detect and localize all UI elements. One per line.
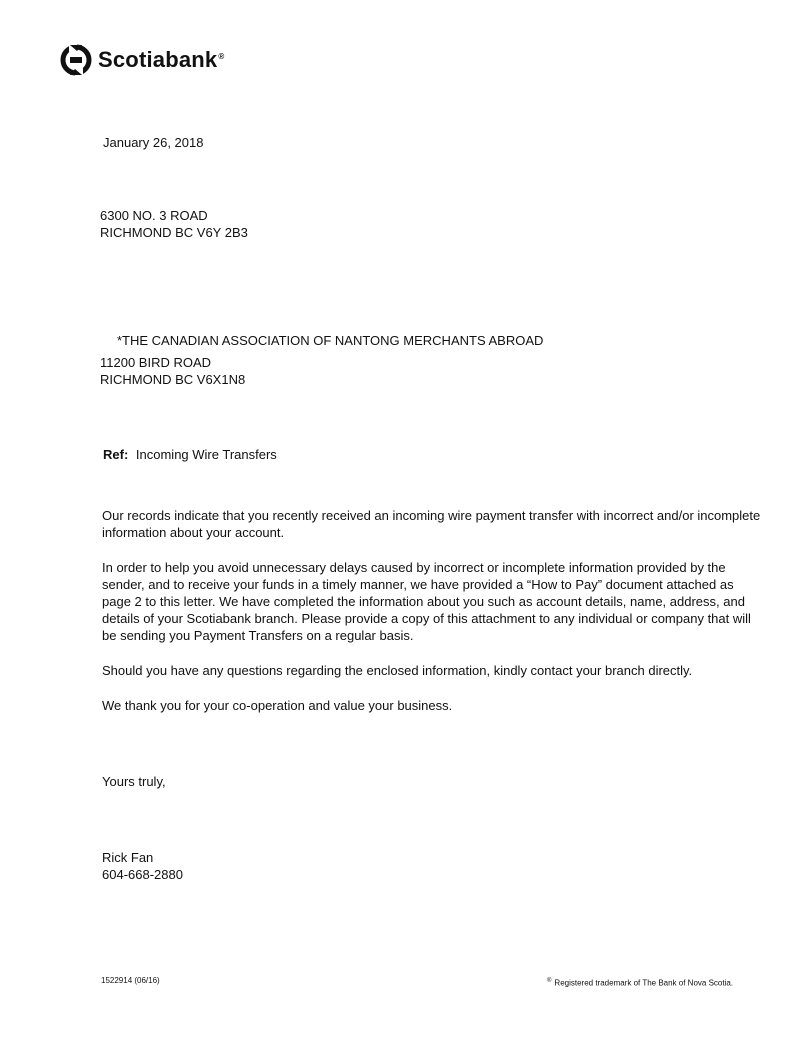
- sender-address: [100, 207, 248, 241]
- letterhead-logo: [60, 42, 224, 78]
- reference-text: Incoming Wire Transfers: [135, 447, 277, 462]
- recipient-block: [100, 332, 543, 388]
- body-paragraph: Should you have any questions regarding the enclosed information, kindly contact your branch directly.: [102, 663, 693, 678]
- body-paragraph: In order to help you avoid unnecessary delays caused by incorrect or incomplete information provided by the sender, and to receive your funds in a timely manner, we have provided a “How to Pay” document attached as page 2 to this letter. We have completed the information about you such as account details, name, address, and details of your Scotiabank branch. Please provide a copy of this attachment to any individual or company that will be sending you Payment Transfers on a regular basis.: [102, 560, 751, 643]
- body-paragraph: Our records indicate that you recently received an incoming wire payment transfer with incorrect and/or incomplete information about your account.: [102, 508, 761, 540]
- letter-body: [102, 507, 764, 732]
- registered-mark: ®: [218, 51, 225, 61]
- reference-line: [103, 446, 277, 463]
- sender-address-line: 6300 NO. 3 ROAD: [100, 208, 208, 223]
- signer-phone: 604-668-2880: [102, 867, 183, 882]
- trademark-notice: [547, 976, 733, 989]
- signature-block: [102, 849, 183, 883]
- recipient-address-line: 11200 BIRD ROAD: [100, 355, 212, 370]
- signer-name: Rick Fan: [102, 850, 154, 865]
- recipient-name: *THE CANADIAN ASSOCIATION OF NANTONG MERCHANTS ABROAD: [117, 333, 544, 348]
- closing: Yours truly,: [102, 774, 166, 789]
- trademark-mark: ®: [547, 978, 552, 984]
- scotiabank-s-icon: [60, 43, 92, 77]
- reference-label: Ref:: [103, 447, 129, 462]
- body-paragraph: We thank you for your co-operation and value your business.: [102, 698, 453, 713]
- trademark-text: Registered trademark of The Bank of Nova Scotia.: [554, 978, 734, 988]
- recipient-address-line: RICHMOND BC V6X1N8: [100, 372, 246, 387]
- sender-address-line: RICHMOND BC V6Y 2B3: [100, 225, 248, 240]
- form-code: 1522914 (06/16): [101, 976, 160, 985]
- brand-name: Scotiabank®: [98, 47, 225, 72]
- letter-date: January 26, 2018: [103, 135, 204, 150]
